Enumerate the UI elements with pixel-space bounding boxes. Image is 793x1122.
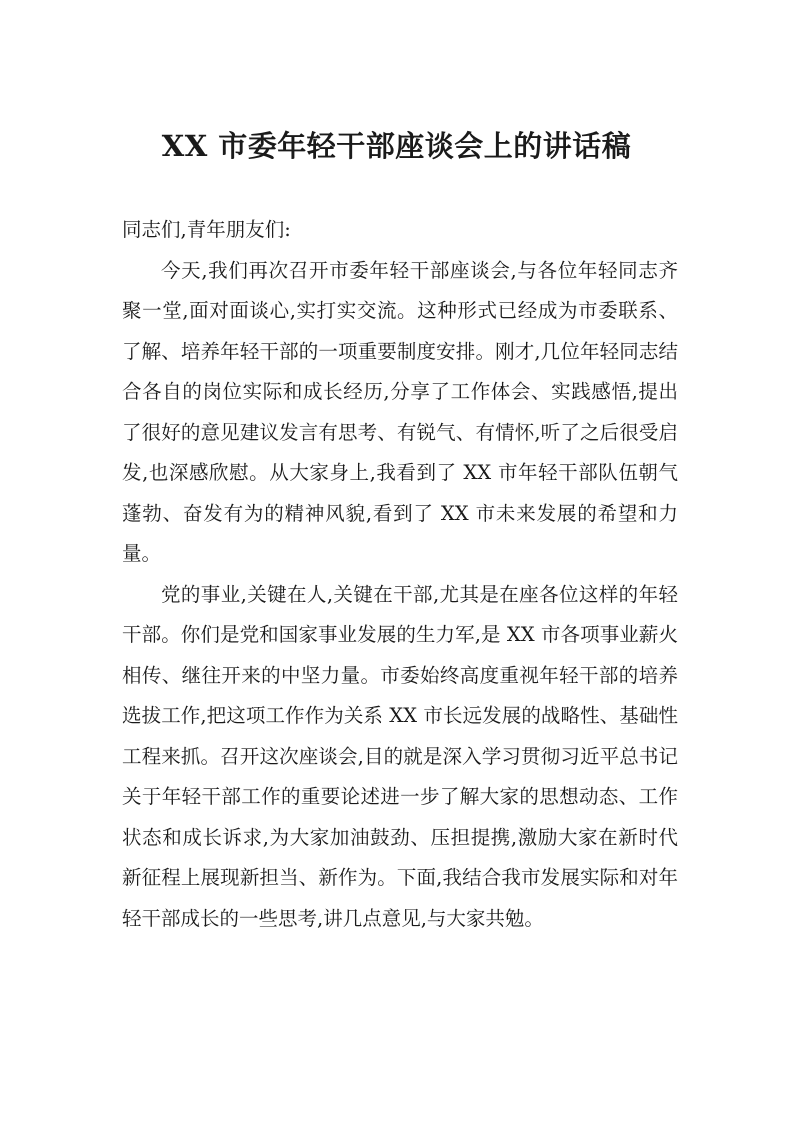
document-title: XX 市委年轻干部座谈会上的讲话稿 [161, 129, 632, 163]
paragraph-2: 党的事业,关键在人,关键在干部,尤其是在座各位这样的年轻干部。你们是党和国家事业发展的生力军,是 XX 市各项事业薪火相传、继往开来的中坚力量。市委始终高度重视年轻干部的培养选拔工作,把这项工作作为关系 XX 市长远发展的战略性、基础性工程来抓。召开这次座谈会,目的就是深入学习贯彻习近平总书记关于年轻干部工作的重要论述进一步了解大家的思想动态、工作状态和成长诉求,为大家加油鼓劲、压担提携,激励大家在新时代新征程上展现新担当、新作为。下面,我结合我市发展实际和对年轻干部成长的一些思考,讲几点意见,与大家共勉。 [122, 582, 678, 930]
paragraph-1: 今天,我们再次召开市委年轻干部座谈会,与各位年轻同志齐聚一堂,面对面谈心,实打实交流。这种形式已经成为市委联系、了解、培养年轻干部的一项重要制度安排。刚才,几位年轻同志结合各自的岗位实际和成长经历,分享了工作体会、实践感悟,提出了很好的意见建议发言有思考、有锐气、有情怀,听了之后很受启发,也深感欣慰。从大家身上,我看到了 XX 市年轻干部队伍朝气蓬勃、奋发有为的精神风貌,看到了 XX 市未来发展的希望和力量。 [122, 258, 678, 565]
salutation: 同志们,青年朋友们: [122, 218, 291, 241]
document-body [122, 210, 678, 939]
